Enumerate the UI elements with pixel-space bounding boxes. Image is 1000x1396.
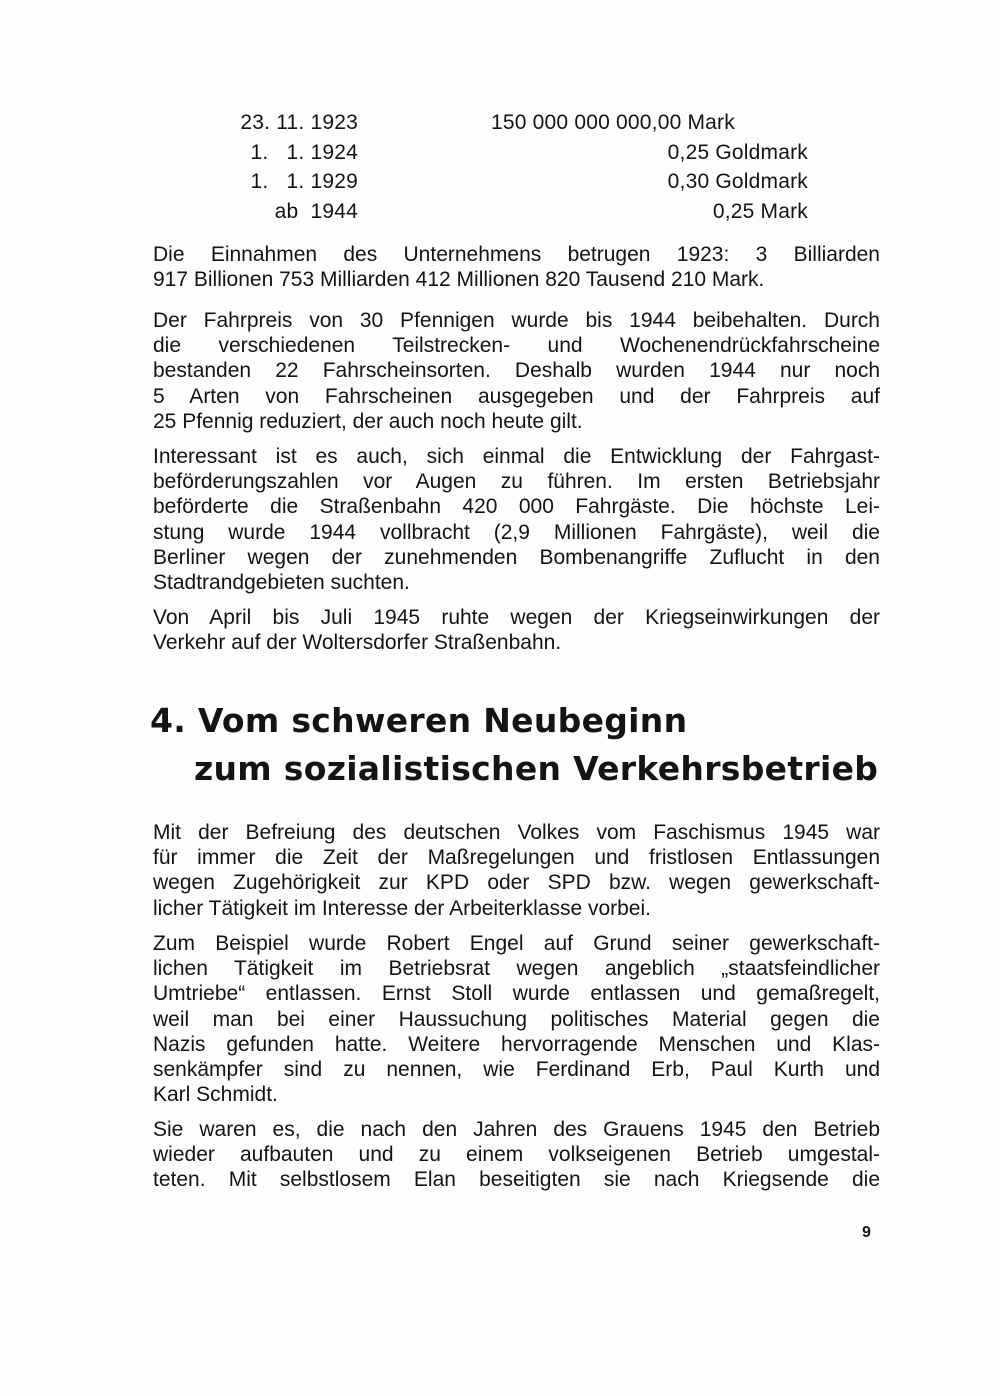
fare-date: 23. 11. 1923 [240,111,358,134]
text-line: Interessant ist es auch, sich einmal die Entwicklung der Fahrgast- [153,445,880,468]
section-heading [150,697,878,793]
paragraph-rebuilding [153,1117,880,1193]
paragraph-persecuted-workers [153,931,880,1107]
paragraph-war-suspension [153,605,880,655]
text-line: bestanden 22 Fahrscheinsorten. Deshalb wurden 1944 nur noch [153,359,880,383]
paragraph-revenue-1923 [153,242,880,292]
text-line: wieder aufbauten und zu einem volkseigenen Betrieb umgestal- [153,1143,880,1167]
fare-price: 0,25 Mark [712,200,808,224]
text-line: Die Einnahmen des Unternehmens betrugen 1923: 3 Billiarden [153,243,880,266]
fare-price: 150 000 000 000,00 Mark [491,111,735,134]
text-line: für immer die Zeit der Maßregelungen und fristlosen Entlassungen [153,846,880,870]
text-line: Verkehr auf der Woltersdorfer Straßenbahn. [153,631,562,655]
heading-line: 4. Vom schweren Neubeginn [150,701,688,740]
fare-price: 0,30 Goldmark [667,170,808,194]
text-line: beförderungszahlen vor Augen zu führen. Im ersten Betriebsjahr [153,470,880,494]
text-line: Mit der Befreiung des deutschen Volkes vom Faschismus 1945 war [153,821,880,844]
text-line: Der Fahrpreis von 30 Pfennigen wurde bis 1944 beibehalten. Durch [153,309,880,332]
fare-date: ab 1944 [274,200,358,224]
text-line: teten. Mit selbstlosem Elan beseitigten sie nach Kriegsende die [153,1168,880,1192]
page-number: 9 [862,1224,871,1241]
text-line: Zum Beispiel wurde Robert Engel auf Grund seiner gewerkschaft- [153,932,880,955]
text-line: wegen Zugehörigkeit zur KPD oder SPD bzw. wegen gewerkschaft- [153,871,880,895]
fare-date: 1. 1. 1924 [250,140,358,164]
text-line: senkämpfer sind zu nennen, wie Ferdinand Erb, Paul Kurth und [153,1057,880,1081]
text-line: 25 Pfennig reduziert, der auch noch heute gilt. [153,409,583,433]
text-line: 917 Billionen 753 Milliarden 412 Millionen 820 Tausend 210 Mark. [153,268,765,292]
text-line: beförderte die Straßenbahn 420 000 Fahrgäste. Die höchste Lei- [153,495,880,519]
heading-line: zum sozialistischen Verkehrsbetrieb [194,749,879,788]
text-line: 5 Arten von Fahrscheinen ausgegeben und der Fahrpreis auf [153,384,880,408]
paragraph-passenger-numbers [153,444,880,595]
text-line: Berliner wegen der zunehmenden Bombenangriffe Zuflucht in den [153,545,880,569]
fare-row [200,108,820,138]
text-line: weil man bei einer Haussuchung politisches Material gegen die [153,1007,880,1031]
text-line: lichen Tätigkeit im Betriebsrat wegen angeblich „staatsfeindlicher [153,957,880,981]
fare-history-table [200,108,820,227]
text-line: Stadtrandgebieten suchten. [153,570,410,594]
paragraph-fare-price [153,308,880,434]
text-line: licher Tätigkeit im Interesse der Arbeiterklasse vorbei. [153,896,651,920]
paragraph-liberation [153,820,880,921]
text-line: Von April bis Juli 1945 ruhte wegen der Kriegseinwirkungen der [153,606,880,629]
fare-date: 1. 1. 1929 [250,170,358,194]
text-line: Nazis gefunden hatte. Weitere hervorragende Menschen und Klas- [153,1032,880,1056]
fare-row [200,167,820,197]
fare-price: 0,25 Goldmark [667,140,808,164]
text-line: Umtriebe“ entlassen. Ernst Stoll wurde entlassen und gemaßregelt, [153,982,880,1006]
text-line: Karl Schmidt. [153,1083,278,1107]
text-line: stung wurde 1944 vollbracht (2,9 Millionen Fahrgäste), weil die [153,520,880,544]
fare-row [200,138,820,168]
text-line: Sie waren es, die nach den Jahren des Grauens 1945 den Betrieb [153,1118,880,1141]
text-line: die verschiedenen Teilstrecken- und Wochenendrückfahrscheine [153,334,880,358]
fare-row [200,197,820,227]
